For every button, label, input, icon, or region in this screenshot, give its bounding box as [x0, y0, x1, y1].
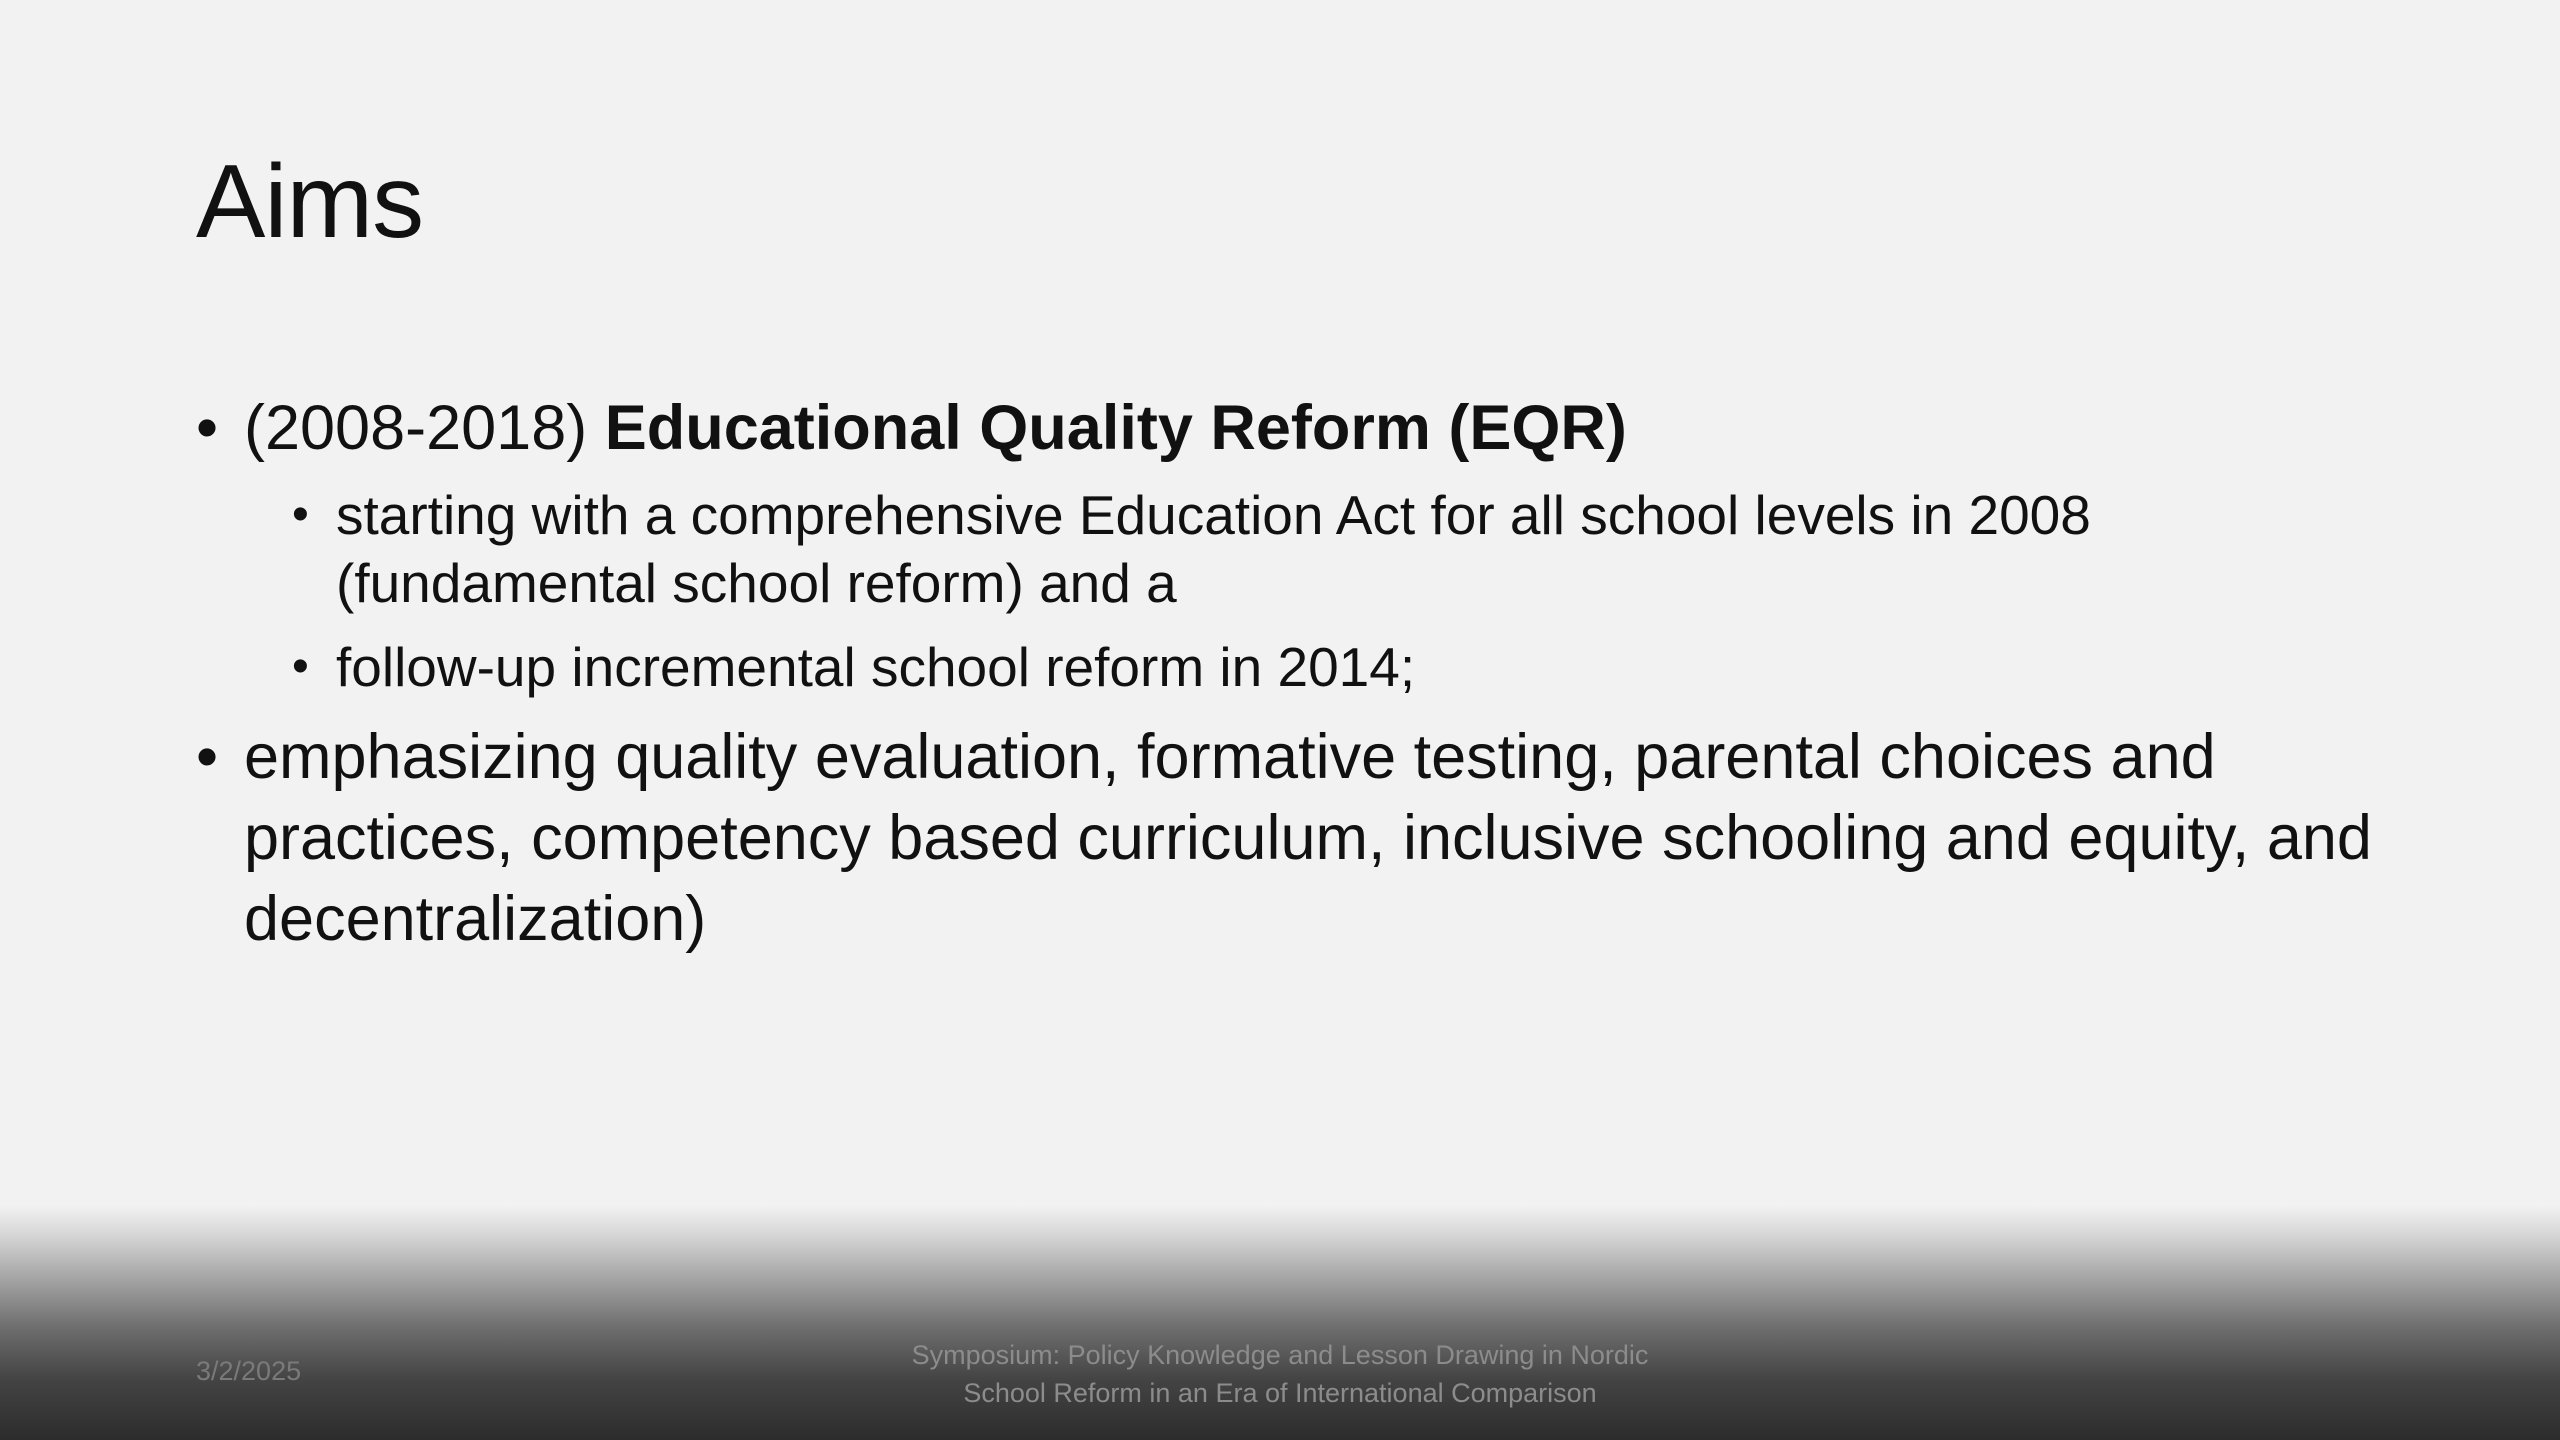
bullet-bold-text: Educational Quality Reform (EQR) [604, 393, 1627, 463]
bullet-item-emphasis [196, 717, 2396, 960]
sub-bullet-text: follow-up incremental school reform in 2014; [336, 636, 1416, 698]
bullet-prefix: (2008-2018) [244, 393, 605, 463]
sub-bullet-item [292, 481, 2396, 617]
sub-bullet-dot-icon: • [292, 640, 309, 693]
bullet-dot-icon: • [196, 722, 219, 792]
slide-title: Aims [196, 144, 424, 260]
bullet-item-eqr [196, 388, 2396, 469]
sub-bullet-text: starting with a comprehensive Education Act for all school levels in 2008 (fundamental school reform) and a [336, 484, 2091, 614]
footer-title-line: Symposium: Policy Knowledge and Lesson Drawing in Nordic [911, 1340, 1649, 1370]
sub-bullet-dot-icon: • [292, 488, 309, 541]
sub-bullet-list [292, 481, 2396, 701]
bullet-dot-icon: • [196, 393, 219, 463]
bullet-text: emphasizing quality evaluation, formative testing, parental choices and practices, competency based curriculum, inclusive schooling and equity, and decentralization) [244, 722, 2372, 954]
footer-title [780, 1336, 1780, 1412]
sub-bullet-item [292, 633, 2396, 701]
footer-title-line: School Reform in an Era of International Comparison [963, 1378, 1597, 1408]
footer-date: 3/2/2025 [196, 1356, 302, 1386]
slide-content [196, 388, 2396, 972]
